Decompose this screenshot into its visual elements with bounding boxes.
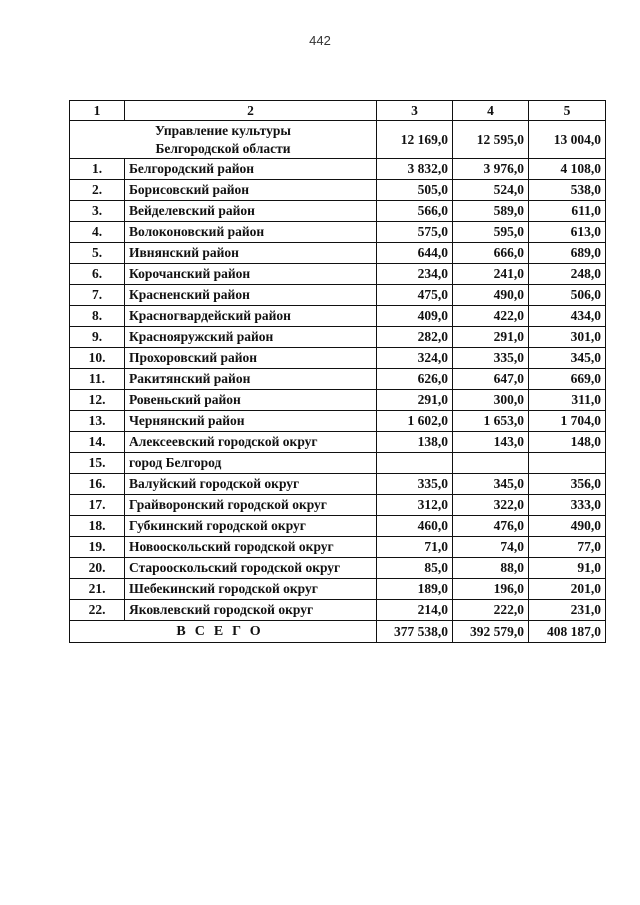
row-number-cell: 19. <box>70 537 125 558</box>
value-cell <box>377 453 453 474</box>
value-cell: 538,0 <box>529 180 606 201</box>
district-name-cell: Старооскольский городской округ <box>125 558 377 579</box>
row-number-cell: 2. <box>70 180 125 201</box>
row-number-cell: 15. <box>70 453 125 474</box>
row-number-cell: 13. <box>70 411 125 432</box>
value-cell: 222,0 <box>453 600 529 621</box>
district-name-cell: Корочанский район <box>125 264 377 285</box>
value-cell: 575,0 <box>377 222 453 243</box>
table-row <box>70 201 606 222</box>
value-cell: 647,0 <box>453 369 529 390</box>
value-cell: 506,0 <box>529 285 606 306</box>
total-label: ВСЕГО <box>70 621 377 643</box>
value-cell: 595,0 <box>453 222 529 243</box>
value-cell: 356,0 <box>529 474 606 495</box>
value-cell: 669,0 <box>529 369 606 390</box>
district-name-cell: Шебекинский городской округ <box>125 579 377 600</box>
value-cell: 312,0 <box>377 495 453 516</box>
value-cell: 148,0 <box>529 432 606 453</box>
value-cell: 335,0 <box>453 348 529 369</box>
value-cell: 324,0 <box>377 348 453 369</box>
district-name-cell: город Белгород <box>125 453 377 474</box>
value-cell: 490,0 <box>453 285 529 306</box>
value-cell: 214,0 <box>377 600 453 621</box>
table-row <box>70 159 606 180</box>
district-name-cell: Ивнянский район <box>125 243 377 264</box>
value-cell: 241,0 <box>453 264 529 285</box>
row-number-cell: 3. <box>70 201 125 222</box>
row-number-cell: 9. <box>70 327 125 348</box>
value-cell: 201,0 <box>529 579 606 600</box>
value-cell: 3 832,0 <box>377 159 453 180</box>
table-header-row <box>70 101 606 121</box>
row-number-cell: 14. <box>70 432 125 453</box>
value-cell: 3 976,0 <box>453 159 529 180</box>
district-name-cell: Яковлевский городской округ <box>125 600 377 621</box>
value-cell: 12 595,0 <box>453 121 529 159</box>
district-name-cell: Губкинский городской округ <box>125 516 377 537</box>
value-cell <box>529 453 606 474</box>
budget-table <box>69 100 606 643</box>
table-row <box>70 264 606 285</box>
district-name-cell: Красногвардейский район <box>125 306 377 327</box>
table-row <box>70 243 606 264</box>
table-row <box>70 537 606 558</box>
district-name-cell: Волоконовский район <box>125 222 377 243</box>
table-row <box>70 222 606 243</box>
org-name-line: Управление культуры <box>155 122 291 138</box>
row-number-cell: 6. <box>70 264 125 285</box>
table-row <box>70 474 606 495</box>
value-cell: 311,0 <box>529 390 606 411</box>
page-number: 442 <box>309 33 331 48</box>
value-cell: 300,0 <box>453 390 529 411</box>
value-cell: 85,0 <box>377 558 453 579</box>
value-cell: 322,0 <box>453 495 529 516</box>
table-row <box>70 180 606 201</box>
row-number-cell: 22. <box>70 600 125 621</box>
table-row <box>70 306 606 327</box>
value-cell: 234,0 <box>377 264 453 285</box>
total-value-cell: 377 538,0 <box>377 621 453 643</box>
value-cell: 13 004,0 <box>529 121 606 159</box>
district-name-cell: Краснояружский район <box>125 327 377 348</box>
org-name-line: Белгородской области <box>155 140 291 156</box>
header-cell: 2 <box>125 101 377 121</box>
table-row <box>70 432 606 453</box>
org-name-cell <box>70 121 377 159</box>
header-cell: 5 <box>529 101 606 121</box>
org-row <box>70 121 606 159</box>
row-number-cell: 12. <box>70 390 125 411</box>
table-row <box>70 390 606 411</box>
value-cell: 143,0 <box>453 432 529 453</box>
value-cell: 77,0 <box>529 537 606 558</box>
row-number-cell: 7. <box>70 285 125 306</box>
district-name-cell: Прохоровский район <box>125 348 377 369</box>
district-name-cell: Алексеевский городской округ <box>125 432 377 453</box>
value-cell: 689,0 <box>529 243 606 264</box>
district-name-cell: Белгородский район <box>125 159 377 180</box>
value-cell: 138,0 <box>377 432 453 453</box>
table-row <box>70 558 606 579</box>
row-number-cell: 21. <box>70 579 125 600</box>
row-number-cell: 18. <box>70 516 125 537</box>
value-cell: 189,0 <box>377 579 453 600</box>
value-cell: 490,0 <box>529 516 606 537</box>
table-row <box>70 348 606 369</box>
row-number-cell: 16. <box>70 474 125 495</box>
value-cell: 301,0 <box>529 327 606 348</box>
value-cell: 91,0 <box>529 558 606 579</box>
district-name-cell: Красненский район <box>125 285 377 306</box>
district-name-cell: Грайворонский городской округ <box>125 495 377 516</box>
value-cell: 434,0 <box>529 306 606 327</box>
value-cell: 475,0 <box>377 285 453 306</box>
value-cell: 666,0 <box>453 243 529 264</box>
row-number-cell: 17. <box>70 495 125 516</box>
table-body <box>70 101 606 643</box>
value-cell: 589,0 <box>453 201 529 222</box>
table-row <box>70 453 606 474</box>
total-value-cell: 408 187,0 <box>529 621 606 643</box>
table-row <box>70 495 606 516</box>
district-name-cell: Борисовский район <box>125 180 377 201</box>
value-cell: 644,0 <box>377 243 453 264</box>
district-name-cell: Ровеньский район <box>125 390 377 411</box>
row-number-cell: 1. <box>70 159 125 180</box>
value-cell: 611,0 <box>529 201 606 222</box>
value-cell: 291,0 <box>453 327 529 348</box>
value-cell: 476,0 <box>453 516 529 537</box>
value-cell: 422,0 <box>453 306 529 327</box>
district-name-cell: Валуйский городской округ <box>125 474 377 495</box>
table-row <box>70 369 606 390</box>
value-cell: 335,0 <box>377 474 453 495</box>
total-value-cell: 392 579,0 <box>453 621 529 643</box>
header-cell: 4 <box>453 101 529 121</box>
table-row <box>70 285 606 306</box>
row-number-cell: 20. <box>70 558 125 579</box>
district-name-cell: Чернянский район <box>125 411 377 432</box>
value-cell: 613,0 <box>529 222 606 243</box>
value-cell: 505,0 <box>377 180 453 201</box>
table-row <box>70 600 606 621</box>
row-number-cell: 5. <box>70 243 125 264</box>
value-cell: 196,0 <box>453 579 529 600</box>
district-name-cell: Ракитянский район <box>125 369 377 390</box>
value-cell: 345,0 <box>529 348 606 369</box>
value-cell: 333,0 <box>529 495 606 516</box>
row-number-cell: 8. <box>70 306 125 327</box>
value-cell: 88,0 <box>453 558 529 579</box>
value-cell: 1 602,0 <box>377 411 453 432</box>
value-cell: 409,0 <box>377 306 453 327</box>
district-name-cell: Новооскольский городской округ <box>125 537 377 558</box>
header-cell: 1 <box>70 101 125 121</box>
table-row <box>70 516 606 537</box>
header-cell: 3 <box>377 101 453 121</box>
value-cell: 12 169,0 <box>377 121 453 159</box>
value-cell: 566,0 <box>377 201 453 222</box>
value-cell: 74,0 <box>453 537 529 558</box>
value-cell: 291,0 <box>377 390 453 411</box>
table-row <box>70 411 606 432</box>
row-number-cell: 4. <box>70 222 125 243</box>
value-cell: 4 108,0 <box>529 159 606 180</box>
value-cell <box>453 453 529 474</box>
value-cell: 231,0 <box>529 600 606 621</box>
total-row <box>70 621 606 643</box>
row-number-cell: 10. <box>70 348 125 369</box>
table-row <box>70 327 606 348</box>
value-cell: 345,0 <box>453 474 529 495</box>
row-number-cell: 11. <box>70 369 125 390</box>
district-name-cell: Вейделевский район <box>125 201 377 222</box>
value-cell: 460,0 <box>377 516 453 537</box>
value-cell: 524,0 <box>453 180 529 201</box>
value-cell: 626,0 <box>377 369 453 390</box>
value-cell: 1 653,0 <box>453 411 529 432</box>
value-cell: 248,0 <box>529 264 606 285</box>
value-cell: 1 704,0 <box>529 411 606 432</box>
value-cell: 282,0 <box>377 327 453 348</box>
value-cell: 71,0 <box>377 537 453 558</box>
table-row <box>70 579 606 600</box>
